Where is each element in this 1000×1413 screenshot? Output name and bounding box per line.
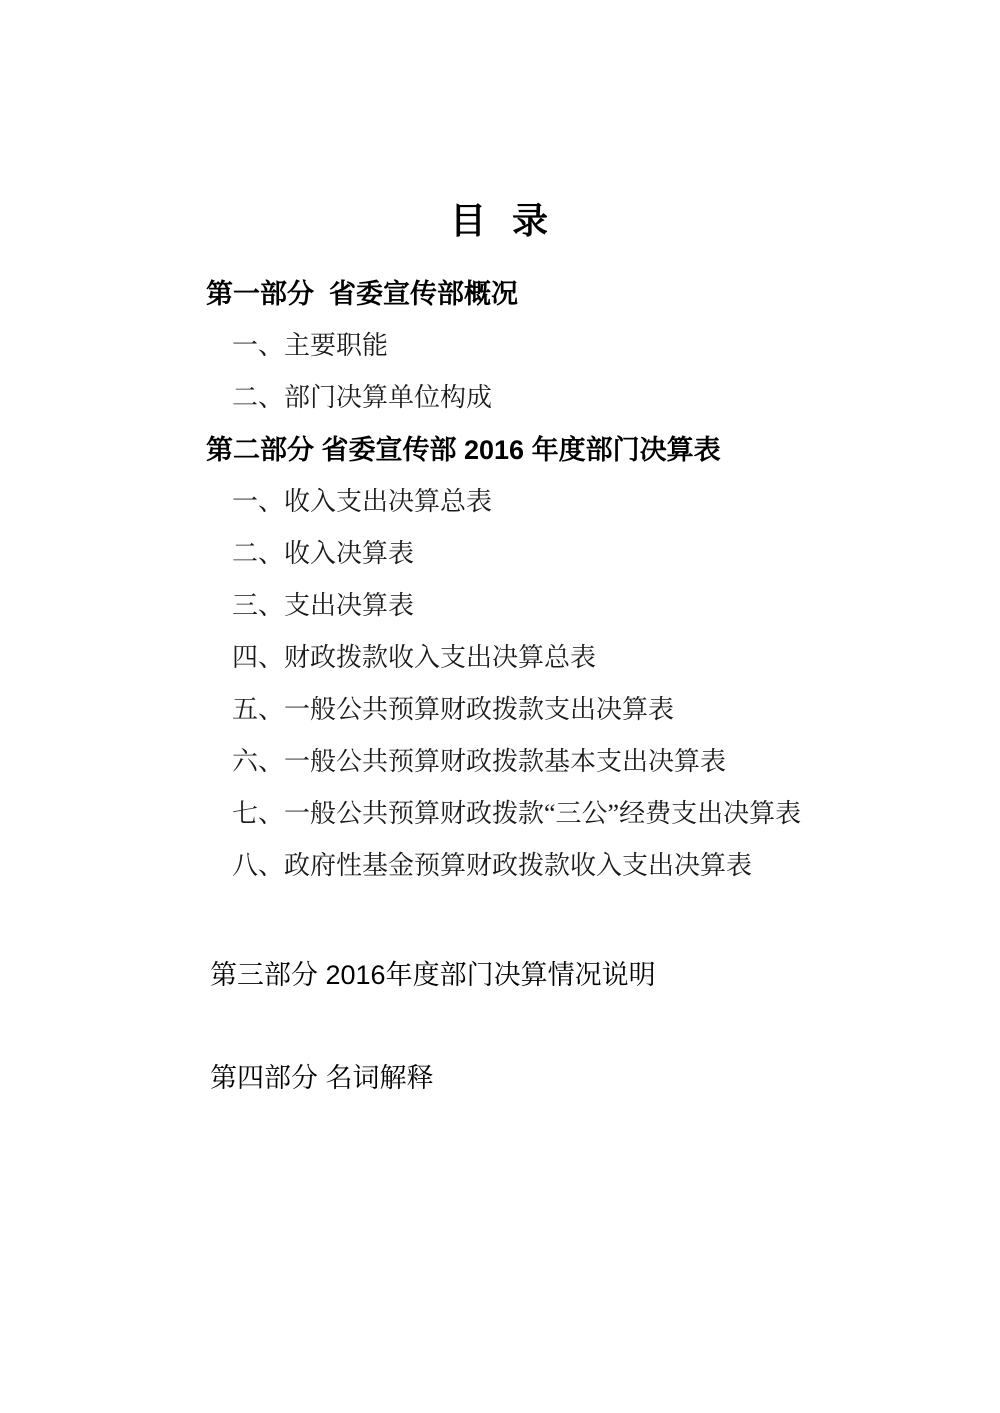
toc-item-part2-7: 七、一般公共预算财政拨款“三公”经费支出决算表 (232, 799, 802, 828)
toc-item-part2-3: 三、支出决算表 (232, 591, 415, 620)
page-title: 目 录 (449, 200, 550, 241)
toc-item-part1-1: 一、主要职能 (232, 331, 389, 360)
toc-item-part1-2: 二、部门决算单位构成 (232, 383, 493, 412)
toc-item-part2-5: 五、一般公共预算财政拨款支出决算表 (232, 695, 675, 724)
toc-item-part2-4: 四、财政拨款收入支出决算总表 (232, 643, 597, 672)
toc-part-2-heading: 第二部分 省委宣传部 2016 年度部门决算表 (206, 435, 721, 465)
toc-part-4-heading: 第四部分 名词解释 (210, 1063, 434, 1093)
toc-item-part2-2: 二、收入决算表 (232, 539, 415, 568)
toc-part-3-heading: 第三部分 2016年度部门决算情况说明 (210, 960, 656, 990)
toc-item-part2-8: 八、政府性基金预算财政拨款收入支出决算表 (232, 851, 753, 880)
toc-item-part2-1: 一、收入支出决算总表 (232, 487, 493, 516)
toc-part-1-heading: 第一部分 省委宣传部概况 (206, 279, 519, 309)
toc-item-part2-6: 六、一般公共预算财政拨款基本支出决算表 (232, 747, 727, 776)
